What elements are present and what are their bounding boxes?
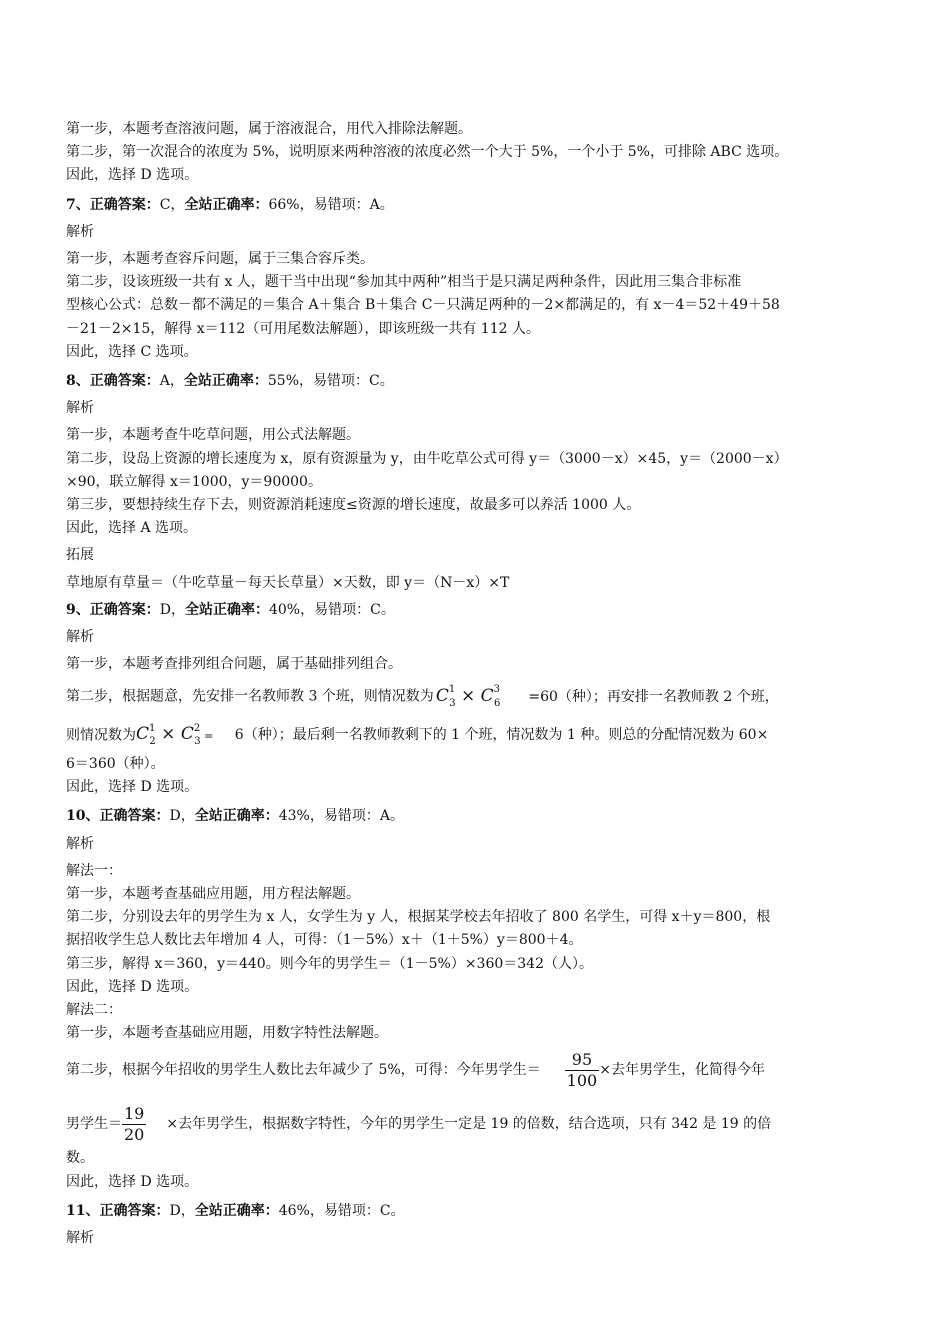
q10-m1-conclusion: 因此，选择 D 选项。 bbox=[66, 978, 199, 995]
q8-extend-heading: 拓展 bbox=[66, 547, 94, 564]
q8-answer-line bbox=[66, 370, 886, 393]
q10-correct-value: D， bbox=[169, 808, 195, 825]
q8-number: 8、 bbox=[66, 373, 90, 390]
q9-conclusion: 因此，选择 D 选项。 bbox=[66, 779, 199, 796]
q10-m1-step3: 第三步，解得 x＝360，y＝440。则今年的男学生＝（1－5%）×360＝342（人）。 bbox=[66, 955, 593, 972]
q10-method1-title: 解法一： bbox=[66, 862, 122, 879]
q10-m2-step2-text-d: ×去年男学生，根据数字特性，今年的男学生一定是 19 的倍数，结合选项，只有 342 是 19 的倍 bbox=[166, 1116, 772, 1133]
answer-page bbox=[66, 118, 886, 1250]
q10-m2-step2-text-a: 第二步，根据今年招收的男学生人数比去年减少了 5%，可得：今年男学生＝ bbox=[66, 1062, 541, 1079]
q10-method2-title: 解法二： bbox=[66, 1002, 122, 1018]
q10-m2-step2-text-c: 男学生＝ bbox=[66, 1116, 122, 1133]
q7-rate-value: 66%，易错项：A。 bbox=[268, 196, 394, 213]
q10-m2-step1: 第一步，本题考查基础应用题，用数字特性法解题。 bbox=[66, 1025, 388, 1042]
q10-m1-step2-line1: 第二步，分别设去年的男学生为 x 人，女学生为 y 人，根据某学校去年招收了 800 名学生，可得 x＋y＝800，根 bbox=[66, 909, 771, 926]
q7-step2-line1: 第二步，设该班级一共有 x 人，题干当中出现“参加其中两种”相当于是只满足两种条件，因此用三集合非标准 bbox=[66, 274, 742, 291]
q10-m1-step2-line2: 据招收学生总人数比去年增加 4 人，可得：（1－5%）x＋（1＋5%）y＝800＋4。 bbox=[66, 932, 583, 949]
q10-m1-step1: 第一步，本题考查基础应用题，用方程法解题。 bbox=[66, 885, 360, 902]
q6-step1: 第一步，本题考查溶液问题，属于溶液混合，用代入排除法解题。 bbox=[66, 121, 472, 137]
q9-step2-text-d: 6（种）；最后剩一名教师教剩下的 1 个班，情况数为 1 种。则总的分配情况数为 60× bbox=[234, 727, 769, 744]
q10-m2-conclusion: 因此，选择 D 选项。 bbox=[66, 1173, 199, 1190]
q7-number: 7、 bbox=[66, 196, 90, 213]
q8-step1: 第一步，本题考查牛吃草问题，用公式法解题。 bbox=[66, 427, 360, 444]
q10-number: 10、 bbox=[66, 808, 100, 825]
q9-step2-text-a: 第二步，根据题意，先安排一名教师教 3 个班，则情况数为 bbox=[66, 689, 434, 706]
q9-number: 9、 bbox=[66, 601, 90, 618]
q10-m2-step2-text-b: ×去年男学生，化简得今年 bbox=[599, 1062, 765, 1079]
q8-conclusion: 因此，选择 A 选项。 bbox=[66, 520, 198, 537]
q9-formula-c3-1-c6-3: $C^1_3 \times C^3_6$ bbox=[435, 684, 501, 709]
q9-step2-line3: 6＝360（种）。 bbox=[66, 755, 165, 772]
q8-correct-value: A， bbox=[159, 373, 184, 390]
q9-rate-label: 全站正确率： bbox=[184, 601, 269, 618]
q11-number: 11、 bbox=[66, 1202, 100, 1219]
q9-correct-label: 正确答案： bbox=[89, 601, 160, 618]
q7-step2-line3: －21－2×15，解得 x＝112（可用尾数法解题），即该班级一共有 112 人。 bbox=[66, 320, 540, 337]
q10-rate-value: 43%，易错项：A。 bbox=[278, 808, 404, 825]
q6-step2: 第二步，第一次混合的浓度为 5%，说明原来两种溶液的浓度必然一个大于 5%，一个小于 5%，可排除 ABC 选项。 bbox=[66, 144, 789, 161]
q9-formula-c2-1-c3-2: $C^1_2 \times C^2_3$ bbox=[136, 722, 201, 747]
q10-answer-line bbox=[66, 805, 886, 828]
q9-analysis-heading: 解析 bbox=[66, 629, 94, 646]
q8-correct-label: 正确答案： bbox=[89, 373, 160, 390]
q11-correct-label: 正确答案： bbox=[99, 1202, 170, 1219]
q9-step1: 第一步，本题考查排列组合问题，属于基础排列组合。 bbox=[66, 656, 402, 673]
q10-fraction-19-20 bbox=[122, 1104, 146, 1145]
q11-rate-label: 全站正确率： bbox=[194, 1202, 279, 1219]
q9-step2-line2: 则情况数为$C^1_2 \times C^2_3 = 6$（种）；最后剩一名教师教剩下的 1 个班，情况数为 1 种。则总的分配情况数为 60× bbox=[66, 722, 769, 747]
q7-rate-label: 全站正确率： bbox=[184, 196, 269, 213]
q10-analysis-heading: 解析 bbox=[66, 835, 94, 852]
q10-m2-step2-line1 bbox=[66, 1047, 886, 1093]
q10-rate-label: 全站正确率： bbox=[194, 808, 279, 825]
q9-answer-line bbox=[66, 599, 886, 622]
q8-rate-label: 全站正确率： bbox=[183, 373, 268, 390]
fraction-numerator: 95 bbox=[565, 1050, 600, 1071]
fraction-denominator: 20 bbox=[124, 1124, 145, 1144]
q10-correct-label: 正确答案： bbox=[99, 808, 170, 825]
q7-conclusion: 因此，选择 C 选项。 bbox=[66, 343, 198, 360]
q11-analysis-heading: 解析 bbox=[66, 1230, 94, 1247]
q9-correct-value: D， bbox=[159, 601, 185, 618]
q10-fraction-95-100 bbox=[565, 1050, 600, 1091]
q7-answer-line bbox=[66, 194, 886, 217]
q9-step2-text-b: =60（种）；再安排一名教师教 2 个班， bbox=[528, 689, 779, 706]
q7-step2-line2: 型核心公式：总数－都不满足的＝集合 A＋集合 B＋集合 C－只满足两种的－2×都满足的，有 x－4＝52＋49＋58 bbox=[66, 297, 780, 314]
q11-rate-value: 46%，易错项：C。 bbox=[278, 1202, 405, 1219]
q7-correct-label: 正确答案： bbox=[89, 196, 160, 213]
q9-step2-line1 bbox=[66, 680, 886, 714]
q8-step2-line1: 第二步，设岛上资源的增长速度为 x，原有资源量为 y，由牛吃草公式可得 y＝（3000－x）×45，y＝（2000－x） bbox=[66, 450, 788, 467]
q10-m2-step2-line3: 数。 bbox=[66, 1150, 94, 1167]
fraction-numerator: 19 bbox=[124, 1103, 145, 1123]
q9-rate-value: 40%，易错项：C。 bbox=[268, 601, 395, 618]
q8-extend-text: 草地原有草量＝（牛吃草量－每天长草量）×天数，即 y＝（N－x）×T bbox=[66, 574, 510, 591]
fraction-denominator: 100 bbox=[566, 1070, 598, 1090]
q9-step2-text-c: 则情况数为 bbox=[66, 727, 136, 744]
q7-step1: 第一步，本题考查容斥问题，属于三集合容斥类。 bbox=[66, 251, 374, 268]
q11-answer-line bbox=[66, 1200, 886, 1223]
q11-correct-value: D， bbox=[169, 1202, 195, 1219]
q8-step2-line2: ×90，联立解得 x＝1000，y＝90000。 bbox=[66, 473, 322, 490]
q7-analysis-heading: 解析 bbox=[66, 223, 94, 240]
q10-m2-step2-line2 bbox=[66, 1101, 886, 1147]
q7-correct-value: C， bbox=[159, 196, 185, 213]
q8-analysis-heading: 解析 bbox=[66, 400, 94, 417]
q6-conclusion: 因此，选择 D 选项。 bbox=[66, 167, 199, 184]
q8-rate-value: 55%，易错项：C。 bbox=[267, 373, 394, 390]
q8-step3: 第三步，要想持续生存下去，则资源消耗速度≤资源的增长速度，故最多可以养活 1000 人。 bbox=[66, 497, 641, 514]
